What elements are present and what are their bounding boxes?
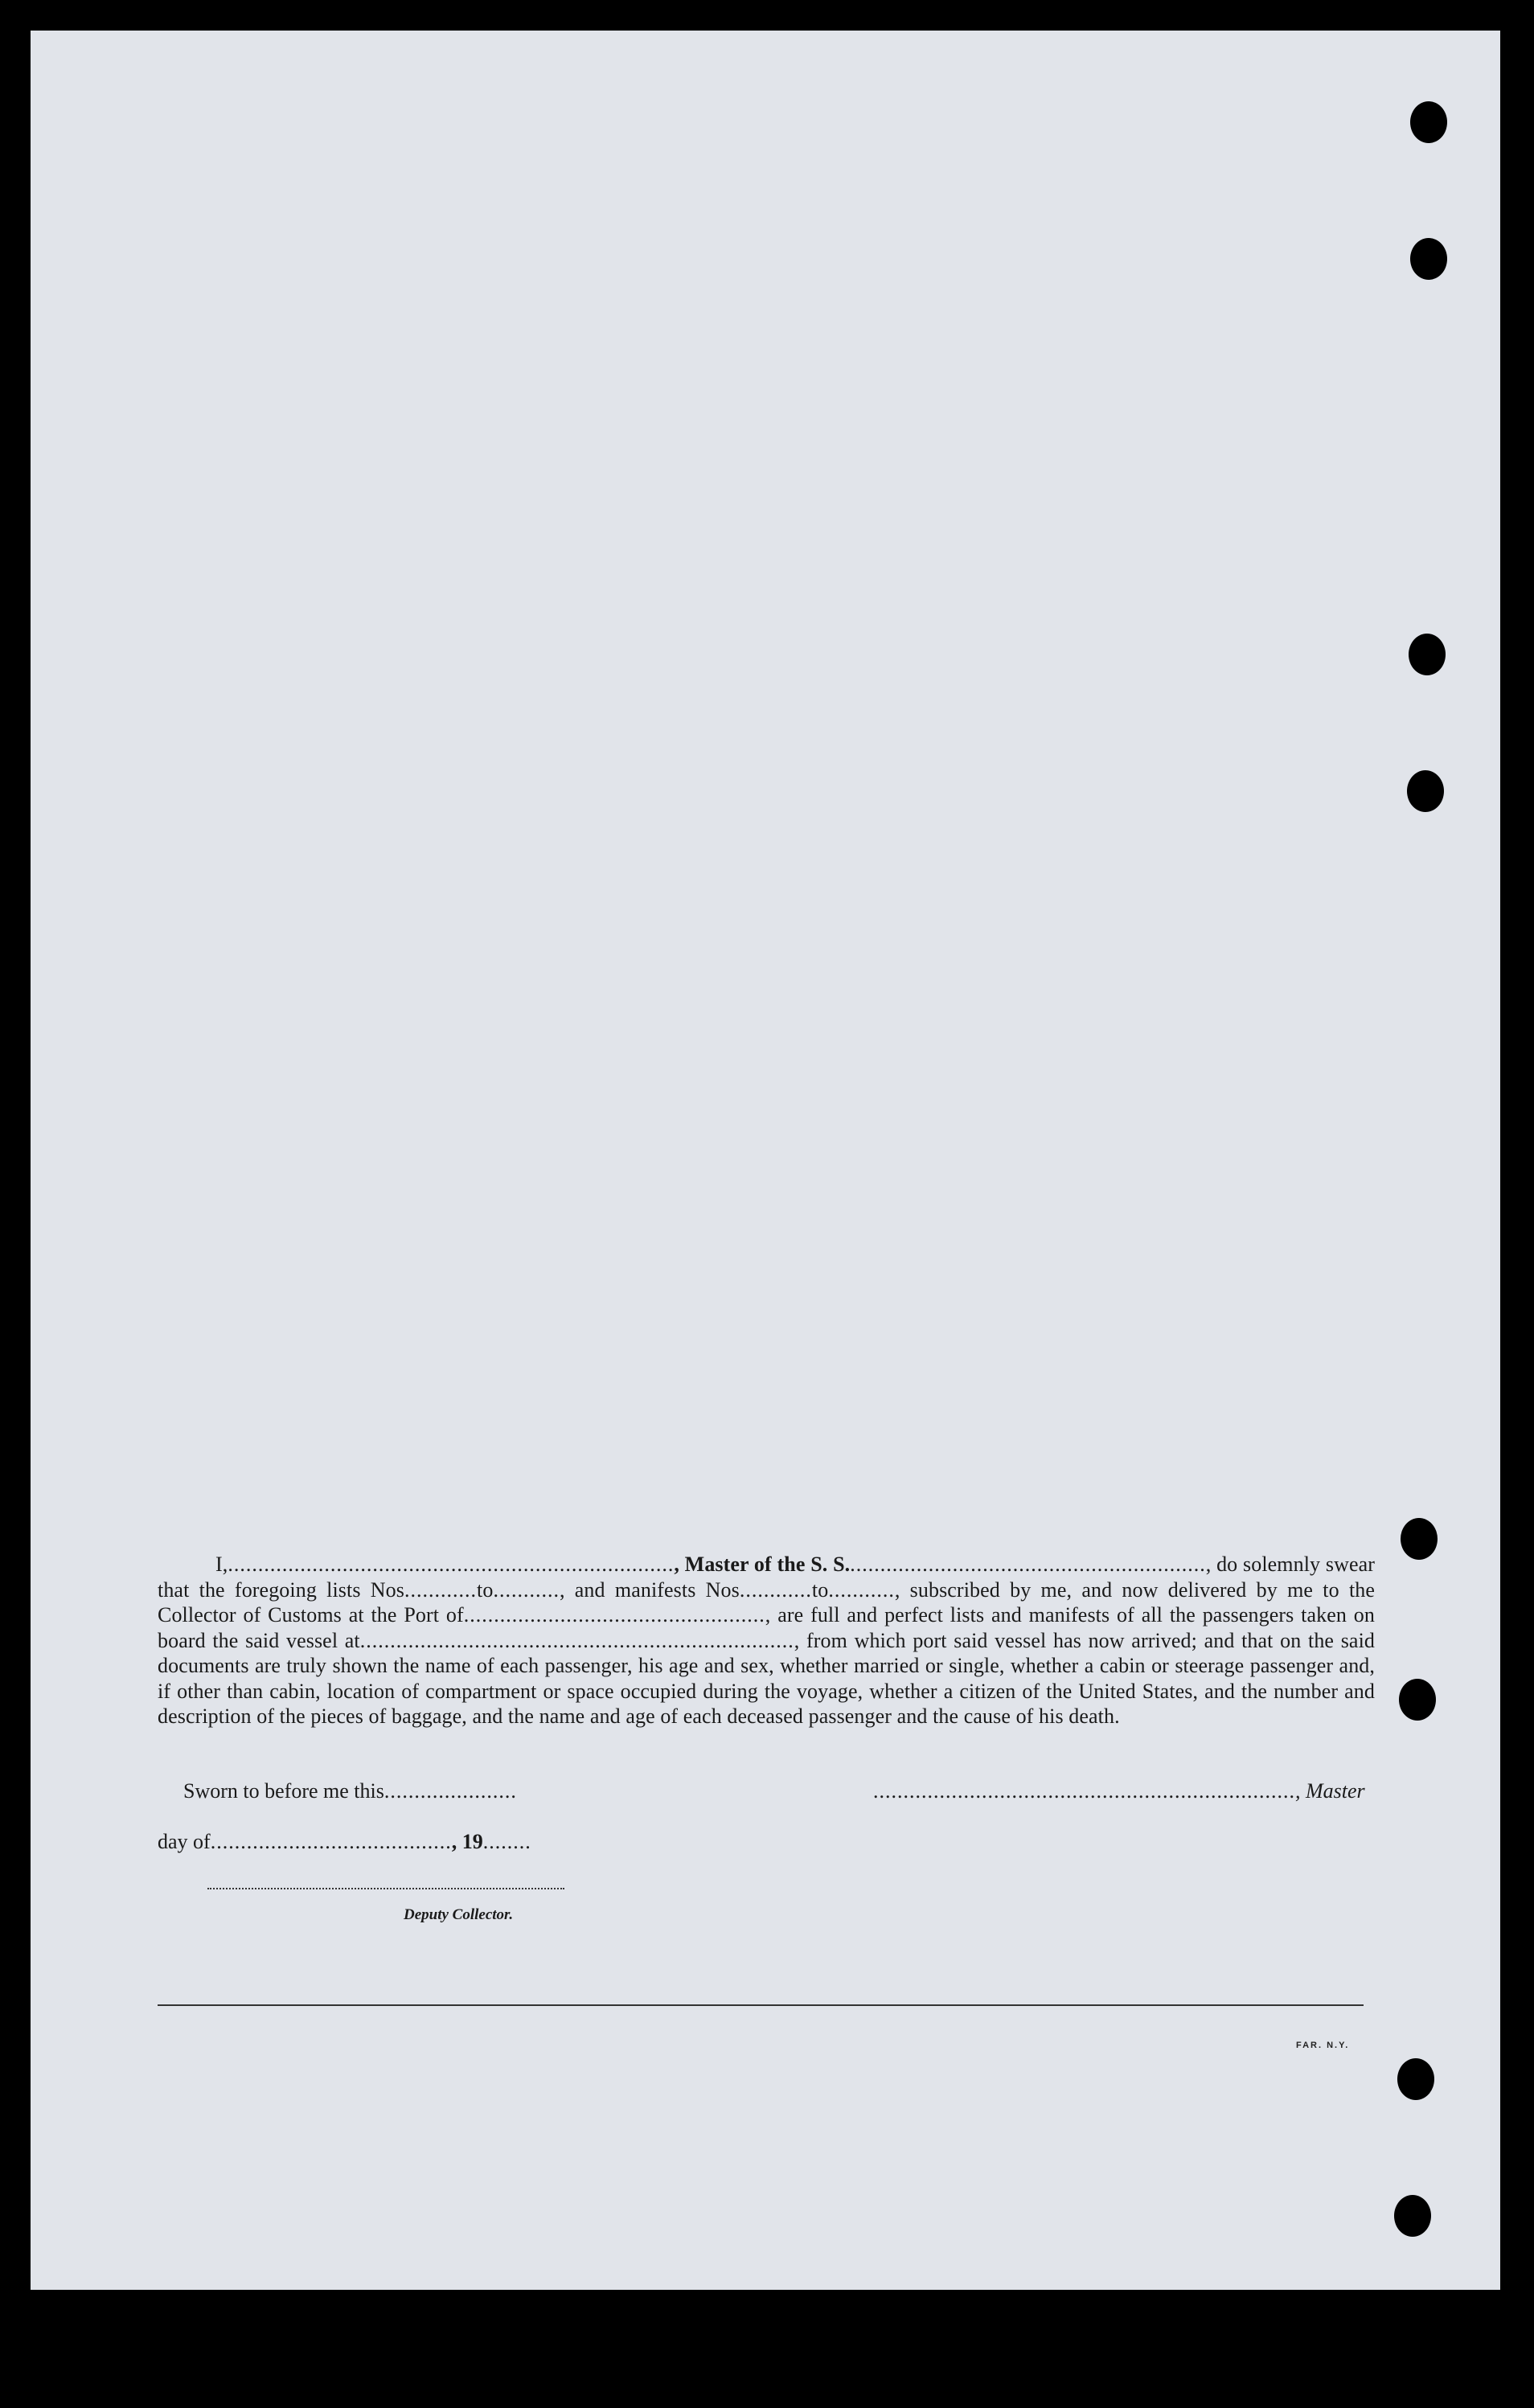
oath-text: swear that the foregoing lists Nos xyxy=(158,1553,1376,1602)
master-signature-line xyxy=(873,1779,1365,1803)
year-prefix: , 19 xyxy=(451,1830,483,1853)
binder-hole xyxy=(1397,2058,1434,2100)
binder-hole xyxy=(1401,1518,1438,1560)
binder-hole xyxy=(1407,770,1444,812)
oath-text: , subscribed by me, and now xyxy=(894,1577,1159,1602)
master-oath-paragraph xyxy=(158,1552,1375,1729)
oath-text: , and manifests Nos xyxy=(559,1577,740,1602)
horizontal-rule xyxy=(158,2004,1364,2006)
month-blank: ........................................ xyxy=(210,1830,452,1853)
manifest-to-blank: ........... xyxy=(828,1577,895,1602)
oath-text: , from which xyxy=(794,1628,906,1652)
oath-text: delivered by me to the Collector of Customs at the Port of xyxy=(158,1577,1376,1627)
departure-port-blank: ........................................................................ xyxy=(359,1628,794,1652)
binder-hole xyxy=(1399,1679,1436,1721)
oath-text: manifests of all the passengers taken on board the said vessel at xyxy=(158,1603,1375,1652)
day-of-label: day of xyxy=(158,1830,211,1853)
deputy-collector-label: Deputy Collector. xyxy=(404,1906,514,1923)
binder-hole xyxy=(1410,101,1447,143)
year-blank: ........ xyxy=(482,1830,531,1853)
oath-text: I, xyxy=(215,1553,228,1576)
list-to-blank: ........... xyxy=(493,1577,560,1602)
oath-text: , do solemnly xyxy=(1205,1553,1321,1576)
port-blank: .................................................. xyxy=(463,1603,765,1627)
binder-hole xyxy=(1394,2195,1431,2237)
list-from-blank: ............ xyxy=(404,1577,478,1602)
binder-hole xyxy=(1409,634,1446,675)
document-page xyxy=(31,31,1500,2290)
master-name-blank: .......................................................................... xyxy=(228,1553,675,1576)
oath-text: , Master of the S. S. xyxy=(674,1553,851,1576)
manifest-from-blank: ............ xyxy=(739,1577,812,1602)
sworn-label: Sworn to before me this xyxy=(183,1779,384,1803)
printer-mark: FAR. N.Y. xyxy=(1296,2041,1350,2050)
sworn-line xyxy=(183,1779,517,1803)
oath-text: to xyxy=(477,1577,494,1602)
oath-text: , are full and perfect lists and xyxy=(765,1603,1022,1627)
sworn-date-blank: ...................... xyxy=(384,1779,517,1803)
binder-hole xyxy=(1410,238,1447,280)
oath-text: to xyxy=(811,1577,829,1602)
ship-name-blank: ........................................................... xyxy=(850,1553,1206,1576)
master-signature-blank: ...................................................................... xyxy=(873,1779,1295,1803)
day-of-line xyxy=(158,1830,531,1854)
master-label: , Master xyxy=(1295,1779,1365,1803)
deputy-signature-line xyxy=(207,1888,564,1889)
oath-text: port said vessel has now arrived; and that on the said documents are truly shown the name of each passenger, his age and sex, whether married or single, whether a cabin or steerage passenger and, if other than cabin, location of compartment or space occupied during the voyage, whether a citizen of the United States, and the number and description of the pieces of baggage, and the name and age of each deceased passenger and the cause of his death. xyxy=(158,1628,1375,1728)
